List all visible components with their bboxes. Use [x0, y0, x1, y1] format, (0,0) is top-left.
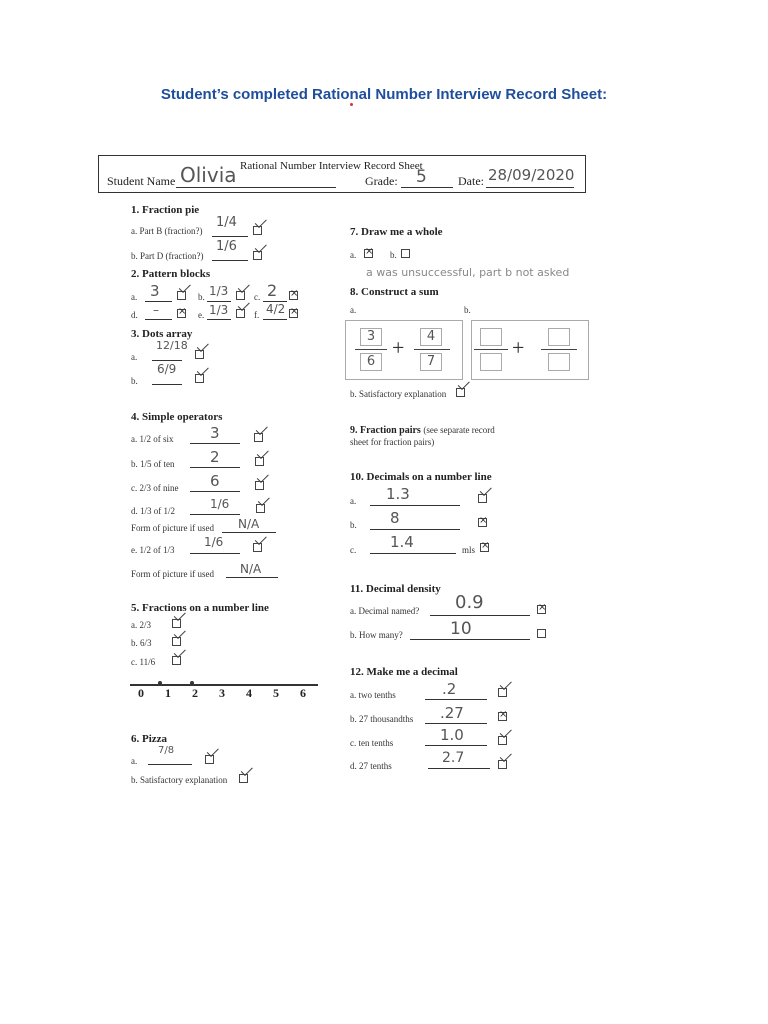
q1-title: 1. Fraction pie — [131, 204, 200, 216]
q8a-label: a. — [350, 305, 357, 315]
sheet-title: Rational Number Interview Record Sheet — [240, 160, 423, 172]
page-title: Student’s completed Rational Number Interview Record Sheet: — [160, 86, 608, 103]
q8a-numerator-2: 4 — [420, 328, 442, 346]
q5c-checkbox[interactable] — [172, 656, 181, 665]
q2d-label: d. — [131, 310, 138, 320]
q10a-answer: 1.3 — [386, 485, 410, 503]
q4b-label: b. 1/5 of ten — [131, 459, 175, 469]
q6-title: 6. Pizza — [131, 733, 168, 745]
q2-title: 2. Pattern blocks — [131, 268, 211, 280]
q4e-line — [190, 553, 240, 554]
q2e-checkbox[interactable] — [236, 309, 245, 318]
q11b-label: b. How many? — [350, 630, 403, 640]
q4e-answer: 1/6 — [204, 535, 224, 549]
q12c-label: c. ten tenths — [350, 738, 394, 748]
q4e-checkbox[interactable] — [253, 543, 262, 552]
q6b-label: b. Satisfactory explanation — [131, 775, 228, 785]
q1b-answer: 1/6 — [216, 239, 237, 254]
q12b-label: b. 27 thousandths — [350, 714, 414, 724]
q10b-label: b. — [350, 520, 357, 530]
q8b-fraction-bar-2 — [541, 349, 577, 350]
q8-explanation-label: b. Satisfactory explanation — [350, 389, 447, 399]
q6a-label: a. — [131, 756, 138, 766]
q8a-fraction-bar-1 — [355, 349, 387, 350]
q8a-denominator-2: 7 — [420, 353, 442, 371]
q10b-answer: 8 — [390, 509, 400, 527]
number-line-point-2 — [190, 681, 194, 685]
q10a-line — [370, 505, 460, 506]
q2d-checkbox[interactable] — [177, 309, 186, 318]
q4a-line — [190, 443, 240, 444]
q2d-answer: – — [153, 303, 159, 317]
q12c-line — [425, 745, 487, 746]
q3b-line — [152, 384, 182, 385]
q8-title: 8. Construct a sum — [350, 286, 439, 298]
q3a-checkbox[interactable] — [195, 350, 204, 359]
q2e-line — [207, 319, 231, 320]
grade-line — [401, 187, 453, 188]
q1b-checkbox[interactable] — [253, 251, 262, 260]
q11b-checkbox[interactable] — [537, 629, 546, 638]
q10c-suffix: mls — [462, 545, 476, 555]
q9-note-line-2: sheet for fraction pairs) — [350, 437, 435, 447]
q8b-label: b. — [464, 305, 471, 315]
q4c-checkbox[interactable] — [255, 481, 264, 490]
q7a-checkbox[interactable] — [364, 249, 373, 258]
q10b-checkbox[interactable] — [478, 518, 487, 527]
q2a-label: a. — [131, 292, 138, 302]
q2b-label: b. — [198, 292, 205, 302]
q2b-answer: 1/3 — [209, 284, 229, 298]
q12a-answer: .2 — [442, 680, 457, 698]
q12d-label: d. 27 tenths — [350, 761, 392, 771]
q12c-checkbox[interactable] — [498, 736, 507, 745]
q8a-denominator-1: 6 — [360, 353, 382, 371]
q8b-fraction-bar-1 — [474, 349, 508, 350]
q10a-checkbox[interactable] — [478, 494, 487, 503]
q3a-answer: 12/18 — [156, 339, 188, 352]
q10a-label: a. — [350, 496, 357, 506]
q4d-checkbox[interactable] — [256, 504, 265, 513]
q3a-line — [152, 360, 182, 361]
q4b-line — [190, 467, 240, 468]
q6a-answer: 7/8 — [158, 745, 175, 756]
q4-picture-label-1: Form of picture if used — [131, 523, 214, 533]
student-name-label: Student Name — [107, 174, 176, 188]
date-label: Date: — [458, 174, 484, 188]
q2d-line — [145, 319, 172, 320]
q1b-line — [212, 260, 248, 261]
q4d-answer: 1/6 — [210, 497, 230, 511]
number-line-tick-0: 0 — [138, 686, 144, 700]
q2f-label: f. — [254, 310, 260, 320]
q2c-checkbox[interactable] — [289, 291, 298, 300]
q8a-numerator-1: 3 — [360, 328, 382, 346]
q12d-checkbox[interactable] — [498, 760, 507, 769]
q2f-checkbox[interactable] — [289, 309, 298, 318]
q8b-numerator-2 — [548, 328, 570, 346]
q4c-answer: 6 — [210, 472, 220, 490]
q8a-fraction-bar-2 — [414, 349, 450, 350]
q1a-answer: 1/4 — [216, 215, 237, 230]
q7b-label: b. — [390, 250, 397, 260]
number-line-tick-6: 6 — [300, 686, 306, 700]
q10b-line — [370, 529, 460, 530]
q12d-line — [428, 768, 490, 769]
q2e-label: e. — [198, 310, 205, 320]
q4-picture-answer-1: N/A — [238, 517, 260, 531]
q4d-line — [190, 514, 240, 515]
q10c-line — [370, 553, 456, 554]
q7b-checkbox[interactable] — [401, 249, 410, 258]
date-value: 28/09/2020 — [488, 166, 575, 184]
q5b-label: b. 6/3 — [131, 638, 152, 648]
q2c-label: c. — [254, 292, 261, 302]
student-name-value: Olivia — [180, 163, 237, 187]
q6a-line — [148, 764, 192, 765]
number-line-point-1 — [158, 681, 162, 685]
q3b-label: b. — [131, 376, 138, 386]
q12b-answer: .27 — [440, 704, 464, 722]
q11a-line — [430, 615, 530, 616]
q10-title: 10. Decimals on a number line — [350, 471, 492, 483]
q6b-checkbox[interactable] — [239, 774, 248, 783]
q4a-answer: 3 — [210, 424, 220, 442]
q4e-label: e. 1/2 of 1/3 — [131, 545, 175, 555]
q12d-answer: 2.7 — [442, 750, 465, 766]
q12a-label: a. two tenths — [350, 690, 396, 700]
q5-title: 5. Fractions on a number line — [131, 602, 269, 614]
q7-title: 7. Draw me a whole — [350, 226, 443, 238]
q3b-answer: 6/9 — [157, 362, 177, 376]
q4a-label: a. 1/2 of six — [131, 434, 174, 444]
grade-value: 5 — [416, 167, 427, 187]
number-line-tick-2: 2 — [192, 686, 198, 700]
q7-handwritten-note: a was unsuccessful, part b not asked — [366, 266, 570, 279]
q2a-checkbox[interactable] — [177, 291, 186, 300]
q12b-checkbox[interactable] — [498, 712, 507, 721]
q9-note: (see separate record — [423, 425, 495, 435]
q4-picture-label-2: Form of picture if used — [131, 569, 214, 579]
q8b-numerator-1 — [480, 328, 502, 346]
q2f-answer: 4/2 — [266, 302, 286, 316]
q3-title: 3. Dots array — [131, 328, 193, 340]
q2a-answer: 3 — [150, 282, 160, 300]
q8b-plus: + — [512, 335, 525, 360]
q5b-checkbox[interactable] — [172, 637, 181, 646]
q11-title: 11. Decimal density — [350, 583, 441, 595]
q8-explanation-checkbox[interactable] — [456, 388, 465, 397]
q4-picture-answer-2: N/A — [240, 562, 262, 576]
q4c-label: c. 2/3 of nine — [131, 483, 179, 493]
q4b-answer: 2 — [210, 448, 220, 466]
q5a-label: a. 2/3 — [131, 620, 151, 630]
q5c-label: c. 11/6 — [131, 657, 156, 667]
q10c-answer: 1.4 — [390, 533, 414, 551]
q2f-line — [263, 319, 287, 320]
q5a-checkbox[interactable] — [172, 619, 181, 628]
q12a-line — [425, 699, 487, 700]
q9-title: 9. Fraction pairs — [350, 425, 421, 436]
q3b-checkbox[interactable] — [195, 374, 204, 383]
q11a-checkbox[interactable] — [537, 605, 546, 614]
grade-label: Grade: — [365, 174, 398, 188]
q2c-answer: 2 — [267, 281, 278, 300]
q4-picture-line-1 — [222, 532, 276, 533]
q12a-checkbox[interactable] — [498, 688, 507, 697]
q6a-checkbox[interactable] — [205, 755, 214, 764]
q4a-checkbox[interactable] — [254, 433, 263, 442]
date-line — [486, 187, 574, 188]
q12b-line — [425, 723, 487, 724]
q2e-answer: 1/3 — [209, 303, 229, 317]
q11b-answer: 10 — [450, 619, 472, 639]
q4-picture-line-2 — [226, 577, 278, 578]
q9-heading — [350, 425, 495, 436]
q7a-label: a. — [350, 250, 357, 260]
q1a-checkbox[interactable] — [253, 226, 262, 235]
q10c-label: c. — [350, 545, 357, 555]
q4b-checkbox[interactable] — [255, 457, 264, 466]
q2a-line — [145, 301, 172, 302]
q11a-answer: 0.9 — [455, 592, 484, 613]
q11b-line — [410, 639, 530, 640]
number-line-tick-3: 3 — [219, 686, 225, 700]
q8b-denominator-2 — [548, 353, 570, 371]
student-name-line — [176, 187, 336, 188]
q12-title: 12. Make me a decimal — [350, 666, 458, 678]
q1b-label: b. Part D (fraction?) — [131, 251, 204, 261]
q4d-label: d. 1/3 of 1/2 — [131, 506, 175, 516]
red-dot-mark — [350, 103, 353, 106]
number-line-tick-1: 1 — [165, 686, 171, 700]
number-line-tick-5: 5 — [273, 686, 279, 700]
q2b-checkbox[interactable] — [236, 291, 245, 300]
q12c-answer: 1.0 — [440, 726, 464, 744]
q8a-plus: + — [392, 335, 405, 360]
q11a-label: a. Decimal named? — [350, 606, 420, 616]
q1a-line — [212, 236, 248, 237]
q3a-label: a. — [131, 352, 138, 362]
q1a-label: a. Part B (fraction?) — [131, 226, 203, 236]
q10c-checkbox[interactable] — [480, 543, 489, 552]
number-line-tick-4: 4 — [246, 686, 252, 700]
q8b-denominator-1 — [480, 353, 502, 371]
q2b-line — [207, 301, 231, 302]
q4c-line — [190, 491, 240, 492]
q4-title: 4. Simple operators — [131, 411, 223, 423]
